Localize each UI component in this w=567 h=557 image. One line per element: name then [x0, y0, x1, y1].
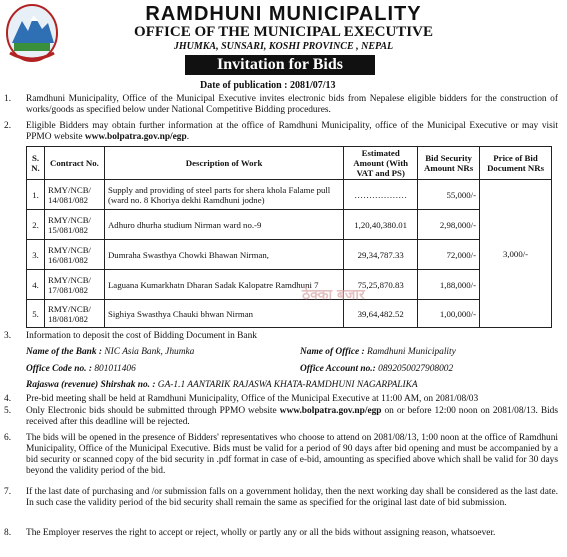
clause-number: 7. [4, 487, 12, 497]
office-account-value: 0892050027908002 [378, 364, 454, 374]
clause-text-part: Only Electronic bids should be submitted through PPMO website [26, 406, 277, 416]
cell-description: Adhuro dhurha studium Nirman ward no.-9 [104, 210, 343, 240]
publication-date-label: Date of publication : [200, 80, 288, 91]
clause-text-part: on or before 12:00 noon on 2081/08/13. Bids received after this deadline will be rejected. [26, 406, 559, 427]
bids-table [26, 146, 552, 328]
cell-sn: 4. [27, 270, 45, 300]
table-header-row [27, 147, 552, 180]
cell-description: Supply and providing of steel parts for shera khola Falame pull (ward no. 8 Khoriya dekhi Ramdhuni jodne) [104, 180, 343, 210]
clause-5 [4, 406, 558, 428]
cell-security: 1,88,000/- [418, 270, 480, 300]
revenue-head-value: GA-1.1 AANTARIK RAJASWA KHATA-RAMDHUNI NAGARPALIKA [157, 380, 418, 390]
cell-estimate: 39,64,482.52 [344, 300, 418, 328]
cell-description: Laguana Kumarkhatn Dharan Sadak Kalopatre Ramdhuni 7 [104, 270, 343, 300]
column-header: Description of Work [104, 147, 343, 180]
office-name-label: Name of Office : [300, 347, 365, 357]
column-header: Bid Security Amount NRs [418, 147, 480, 180]
clause-4 [4, 394, 558, 405]
table-row [27, 210, 552, 240]
cell-contract: RMY/NCB/ 14/081/082 [44, 180, 104, 210]
clause-text: The Employer reserves the right to accept or reject, wholly or partly any or all the bids without assigning reason, whatsoever. [26, 528, 496, 538]
clause-text: If the last date of purchasing and /or submission falls on a government holiday, then the next working day shall be considered as the last date. In such case the validity period of the bid security shall remain the same as specified for the original last date of bid submission. [26, 487, 558, 508]
watermark-logo: ठेक्का बजार [302, 287, 365, 303]
table-row [27, 180, 552, 210]
cell-contract: RMY/NCB/ 15/081/082 [44, 210, 104, 240]
municipality-name: RAMDHUNI MUNICIPALITY [145, 3, 422, 25]
publication-date-value: 2081/07/13 [290, 80, 336, 91]
clause-8 [4, 528, 558, 539]
cell-doc-price: 3,000/- [480, 180, 552, 328]
clause-text-part: . [186, 132, 190, 142]
clause-6 [4, 433, 558, 477]
office-account [300, 364, 453, 374]
bank-name-label: Name of the Bank : [26, 347, 103, 357]
clause-text: Ramdhuni Municipality, Office of the Municipal Executive invites electronic bids from Nepalese eligible bidders for the construction of works/goods as specified below under National Competitive Bidding procedures. [26, 94, 558, 115]
table-row [27, 270, 552, 300]
office-name-field [300, 347, 456, 357]
office-address: JHUMKA, SUNSARI, KOSHI PROVINCE , NEPAL [173, 41, 394, 52]
column-header: Estimated Amount (With VAT and PS) [344, 147, 418, 180]
clause-text: Information to deposit the cost of Bidding Document in Bank [26, 331, 257, 341]
office-code [26, 364, 136, 374]
cell-estimate: ……………… [344, 180, 418, 210]
clause-number: 8. [4, 528, 12, 538]
cell-sn: 2. [27, 210, 45, 240]
table-row [27, 240, 552, 270]
clause-text: Pre-bid meeting shall be held at Ramdhuni Municipality, Office of the Municipal Executive at 11:00 AM, on 2081/08/03 [26, 394, 479, 404]
table-row [27, 300, 552, 328]
cell-sn: 3. [27, 240, 45, 270]
cell-contract: RMY/NCB/ 17/081/082 [44, 270, 104, 300]
office-code-value: 801011406 [94, 364, 136, 374]
clause-number: 5. [4, 406, 12, 416]
column-header: Contract No. [44, 147, 104, 180]
cell-description: Sighiya Swasthya Chauki bhwan Nirman [104, 300, 343, 328]
clause-text [26, 121, 558, 143]
office-account-label: Office Account no.: [300, 364, 376, 374]
clause-1 [4, 94, 558, 116]
clause-text [26, 406, 558, 428]
office-code-label: Office Code no. : [26, 364, 92, 374]
publication-date [200, 80, 336, 91]
clause-number: 2. [4, 121, 12, 131]
cell-contract: RMY/NCB/ 16/081/082 [44, 240, 104, 270]
clause-3 [4, 331, 558, 342]
clause-number: 3. [4, 331, 12, 341]
notice-title: Invitation for Bids [185, 55, 375, 75]
cell-security: 1,00,000/- [418, 300, 480, 328]
column-header: Price of Bid Document NRs [480, 147, 552, 180]
clause-number: 4. [4, 394, 12, 404]
clause-text: The bids will be opened in the presence of Bidders' representatives who choose to attend on 2081/08/13, 1:00 noon at the office of Ramdhuni Municipality, Office of the Municipal Executive. Bids must be valid for a period of 90 days after bid opening and must be accompanied by a bid security or scanned copy of the bid security in .pdf format in case of e-bid, amounting as specified above which shall be valid for 30 days beyond the validity period of the bid. [26, 433, 558, 476]
ppmo-link[interactable]: www.bolpatra.gov.np/egp [279, 406, 382, 416]
cell-sn: 5. [27, 300, 45, 328]
clause-7 [4, 487, 558, 509]
column-header: S. N. [27, 147, 45, 180]
revenue-head [26, 380, 418, 390]
cell-estimate: 1,20,40,380.01 [344, 210, 418, 240]
cell-description: Dumraha Swasthya Chowki Bhawan Nirman, [104, 240, 343, 270]
clause-2 [4, 121, 558, 143]
bank-name [26, 347, 194, 357]
office-name: OFFICE OF THE MUNICIPAL EXECUTIVE [134, 24, 433, 40]
revenue-head-label: Rajaswa (revenue) Shirshak no. : [26, 380, 156, 390]
cell-contract: RMY/NCB/ 18/081/082 [44, 300, 104, 328]
cell-security: 72,000/- [418, 240, 480, 270]
office-name-value: Ramdhuni Municipality [367, 347, 456, 357]
cell-sn: 1. [27, 180, 45, 210]
cell-estimate: 29,34,787.33 [344, 240, 418, 270]
municipality-emblem-icon [4, 3, 60, 65]
ppmo-link[interactable]: www.bolpatra.gov.np/egp [84, 132, 187, 142]
clause-text-part: Eligible Bidders may obtain further information at the office of Ramdhuni Municipality, office of the Municipal Executive or may visit PPMO website [26, 121, 558, 142]
bank-name-value: NIC Asia Bank, Jhumka [104, 347, 195, 357]
notice-header [0, 0, 567, 78]
clause-number: 1. [4, 94, 12, 104]
clause-number: 6. [4, 433, 12, 443]
cell-security: 2,98,000/- [418, 210, 480, 240]
cell-estimate: 75,25,870.83 [344, 270, 418, 300]
cell-security: 55,000/- [418, 180, 480, 210]
